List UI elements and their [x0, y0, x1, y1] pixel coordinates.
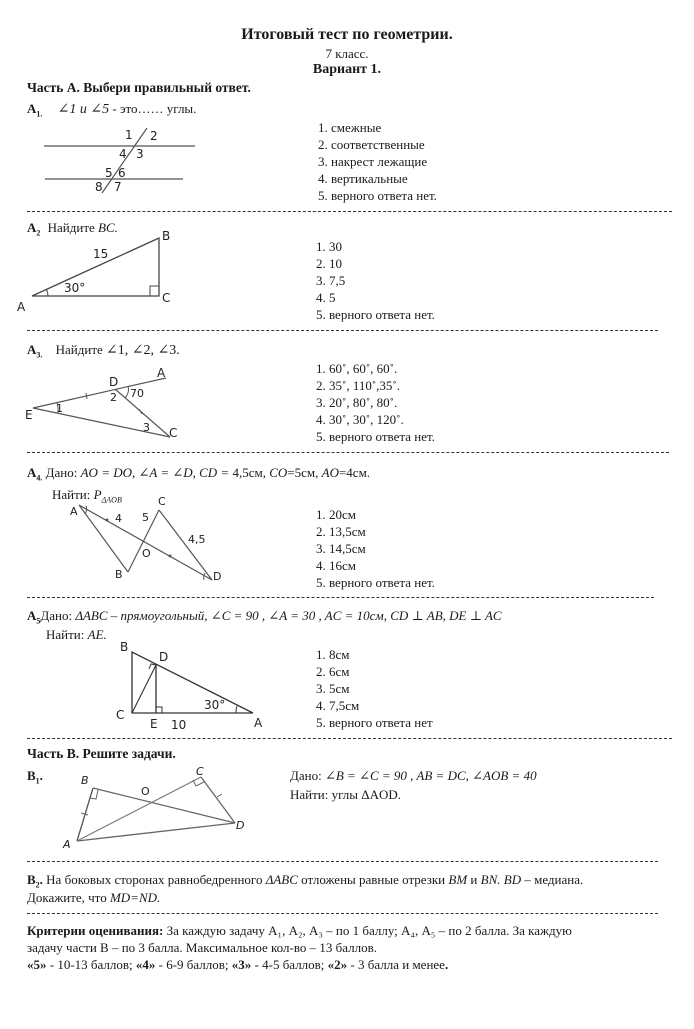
vertex-label: B [120, 640, 129, 654]
question-label: $А_{3.}$ [27, 342, 43, 360]
answer-list-a5 [316, 646, 433, 731]
answer-option[interactable]: 2. соответственные [318, 137, 425, 152]
vertex-label: C [162, 291, 171, 305]
answer-option[interactable]: 5. верного ответа нет. [316, 307, 435, 322]
answer-list-a4 [316, 506, 435, 591]
question-label: $А_{1.}$ [27, 101, 43, 119]
divider [27, 330, 658, 331]
vertex-label: B [115, 568, 123, 581]
answer-option[interactable]: 1. 20см [316, 507, 356, 522]
vertex-label: C [158, 495, 166, 508]
angle-label: 2 [150, 129, 158, 143]
answer-option[interactable]: 5. верного ответа нет. [316, 575, 435, 590]
answer-option[interactable]: 5. верного ответа нет [316, 715, 433, 730]
vertex-label: C [116, 708, 125, 722]
vertex-label: D [159, 650, 169, 664]
side-label: 10 [171, 718, 187, 732]
answer-option[interactable]: 2. 6см [316, 664, 350, 679]
answer-option[interactable]: 1. 8см [316, 647, 350, 662]
part-a-heading: Часть А. Выбери правильный ответ. [27, 80, 251, 95]
angle-label: 8 [95, 180, 103, 194]
question-a1-prompt: $А_{1.}$ ∠1 и ∠5 - это…… углы. [27, 101, 197, 119]
answer-option[interactable]: 4. вертикальные [318, 171, 408, 186]
grading-criteria: Критерии оценивания: За каждую задачу А₁, А₂, А₃ – по 1 баллу; А₄, А₅ – по 2 балла. За каждую задачу части В – по 3 балла. Максимальное кол-во – 13 баллов. «5» - 10-13 баллов; «4» - 6-9 баллов; «3» - 4-5 баллов; «2» - 3 балла и менее. [27, 923, 572, 972]
answer-option[interactable]: 4. 7,5см [316, 698, 360, 713]
vertex-label: A [70, 505, 78, 518]
vertex-label: B [81, 774, 89, 787]
question-a2-prompt: $А_2$ Найдите BC. [27, 220, 118, 238]
angle-label: 4 [119, 147, 127, 161]
vertex-label: E [150, 717, 158, 731]
answer-list-a3 [316, 360, 435, 445]
vertex-label: E [25, 408, 33, 422]
question-b2-prove: Докажите, что MD=ND. [27, 890, 161, 905]
angle-label: 2 [110, 391, 117, 404]
angle-label: 5 [105, 166, 113, 180]
divider [27, 597, 654, 598]
answer-list-a2 [316, 238, 435, 323]
variant-label: Вариант 1. [312, 62, 382, 77]
vertex-label: A [254, 716, 263, 730]
question-b1-find: Найти: углы ΔAOD. [290, 787, 402, 802]
answer-option[interactable]: 3. накрест лежащие [318, 154, 428, 169]
angle-label: 1 [125, 128, 133, 142]
vertex-label: C [169, 426, 178, 440]
divider [27, 211, 672, 212]
vertex-label: C [196, 765, 204, 778]
side-label: 5 [142, 511, 149, 524]
angle-label: 6 [118, 166, 126, 180]
side-label: 4 [115, 512, 122, 525]
question-a5-find: Найти: AE. [46, 627, 107, 642]
angle-label: 3 [136, 147, 144, 161]
side-label: 4,5 [188, 533, 206, 546]
vertex-label: D [109, 375, 119, 389]
answer-option[interactable]: 3. 20˚, 80˚, 80˚. [316, 395, 398, 410]
angle-label: 30° [64, 281, 86, 295]
answer-option[interactable]: 2. 10 [316, 256, 342, 271]
answer-option[interactable]: 5. верного ответа нет. [316, 429, 435, 444]
vertex-label: A [63, 838, 71, 851]
question-label: $А_{4.}$ [27, 465, 43, 483]
answer-option[interactable]: 3. 7,5 [316, 273, 346, 288]
answer-option[interactable]: 2. 35˚, 110˚,35˚. [316, 378, 401, 393]
answer-option[interactable]: 3. 5см [316, 681, 350, 696]
question-b1-label: $В_1$. [27, 768, 43, 786]
vertex-label: A [17, 300, 26, 314]
question-b1-given: Дано: ∠B = ∠C = 90 , AB = DC, ∠AOB = 40 [290, 768, 537, 783]
divider [27, 913, 658, 914]
vertex-label: A [157, 366, 166, 380]
part-b-heading: Часть В. Решите задачи. [27, 746, 176, 761]
question-a4-given: $А_{4.}$ Дано: AO = DO, ∠A = ∠D, CD = 4,5см, CO=5см, AO=4см. [27, 465, 371, 483]
question-label: $А_2$ [27, 220, 41, 238]
divider [27, 452, 669, 453]
answer-option[interactable]: 4. 16см [316, 558, 356, 573]
vertex-label: O [142, 547, 151, 560]
angle-label: 30° [204, 698, 226, 712]
vertex-label: B [162, 229, 171, 243]
angle-label: 1 [56, 402, 63, 415]
vertex-label: D [213, 570, 222, 583]
vertex-label: O [141, 785, 150, 798]
answer-option[interactable]: 2. 13,5см [316, 524, 366, 539]
answer-option[interactable]: 1. 30 [316, 239, 342, 254]
answer-option[interactable]: 5. верного ответа нет. [318, 188, 437, 203]
answer-option[interactable]: 3. 14,5см [316, 541, 366, 556]
question-label: $А_5$ [27, 608, 41, 626]
angle-label: 7 [114, 180, 122, 194]
angle-label: 3 [143, 421, 150, 434]
question-a4-find: Найти: $P_{\Delta AOB}$ [52, 487, 122, 505]
side-label: 15 [93, 247, 109, 261]
answer-option[interactable]: 1. смежные [318, 120, 382, 135]
question-a3-prompt: $А_{3.}$ Найдите ∠1, ∠2, ∠3. [27, 342, 180, 360]
grade-label: 7 класс. [325, 46, 369, 61]
answer-list-a1 [318, 119, 437, 204]
divider [27, 738, 672, 739]
answer-option[interactable]: 4. 5 [316, 290, 336, 305]
angle-label: 70 [130, 387, 144, 400]
question-a5-given: $А_5Дано$: ΔABC – прямоугольный, ∠C = 90 , ∠A = 30 , AC = 10см, CD ⊥ AB, DE ⊥ AC [27, 608, 502, 626]
divider [27, 861, 658, 862]
answer-option[interactable]: 4. 30˚, 30˚, 120˚. [316, 412, 404, 427]
answer-option[interactable]: 1. 60˚, 60˚, 60˚. [316, 361, 398, 376]
vertex-label: D [236, 819, 245, 832]
question-b2-text: $В_2$. На боковых сторонах равнобедренного ΔABC отложены равные отрезки BM и BN. BD – медиана. [27, 872, 584, 890]
page-title: Итоговый тест по геометрии. [241, 26, 453, 43]
